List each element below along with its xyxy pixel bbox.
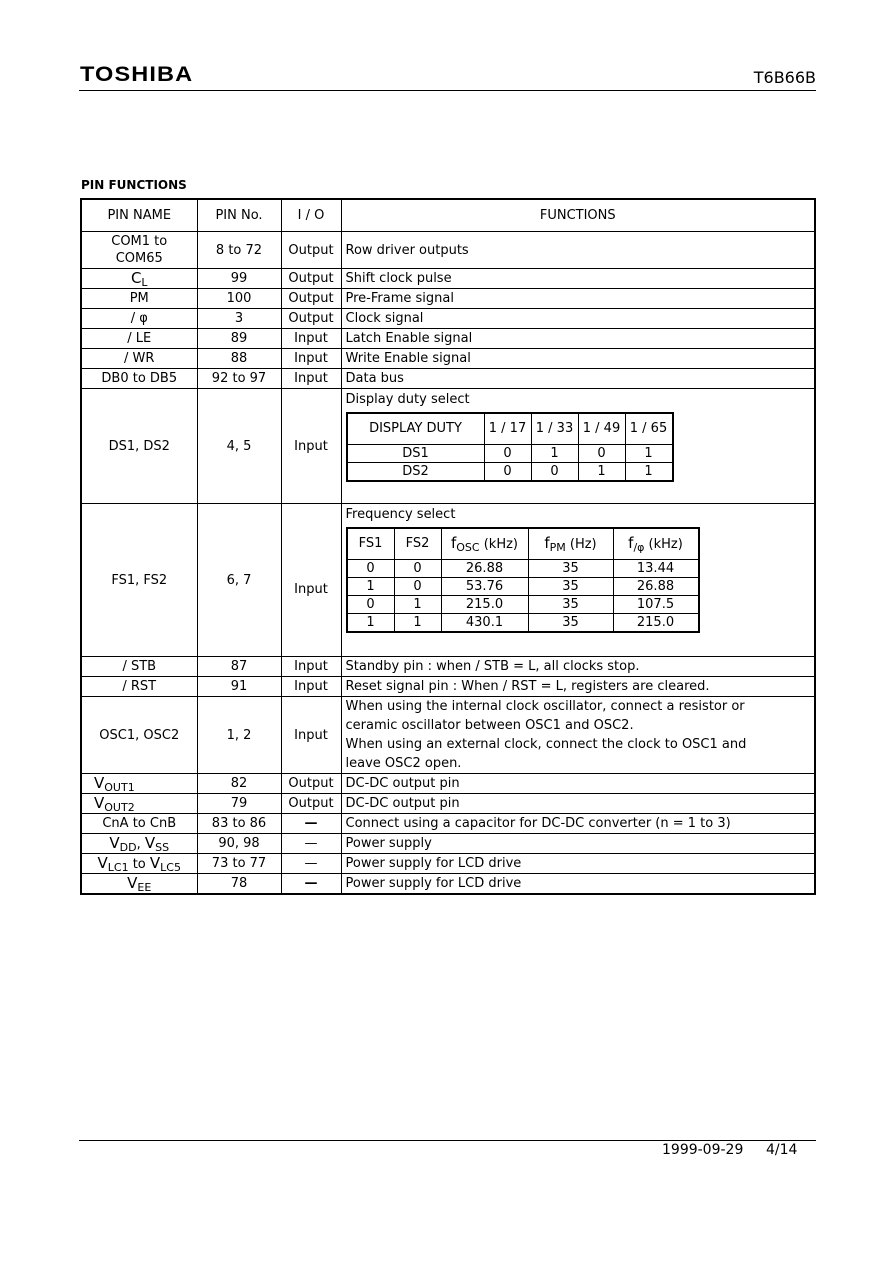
table-row [81, 309, 815, 329]
table-row [81, 269, 815, 289]
pin-io: Input [281, 657, 341, 677]
frequency-select-table: FS1 FS2 $f_{OSC}$ (kHz) $f_{PM}$ (Hz) $f_{/\varphi}$ (kHz) 0 0 26.88 35 13.44 1 0 53.76 35 26.88 0 1 215.0 35 107.5 1 1 430.1 35 215.0 [346, 527, 700, 633]
pin-io: Output [281, 794, 341, 814]
frequency-select-label: Frequency select [345, 507, 456, 522]
pin-number: 91 [197, 677, 281, 697]
table-row [81, 834, 815, 854]
pin-number: 87 [197, 657, 281, 677]
pin-io: Input [281, 389, 341, 504]
pin-io: — [281, 834, 341, 854]
pin-functions-table [80, 198, 816, 895]
pin-name: / LE [81, 329, 197, 349]
col-header-pin-no: PIN No. [197, 199, 281, 232]
toshiba-logo: TOSHIBA [80, 63, 194, 86]
pin-number: 6, 7 [197, 504, 281, 657]
pin-function [341, 389, 815, 504]
pin-function: Row driver outputs [341, 232, 815, 269]
pin-number: 89 [197, 329, 281, 349]
display-duty-table: DISPLAY DUTY 1 / 17 1 / 33 1 / 49 1 / 65 DS1 0 1 0 1 DS2 0 0 1 1 [346, 412, 674, 482]
col-header-functions: FUNCTIONS [341, 199, 815, 232]
pin-name: $C_L$ [81, 269, 197, 289]
pin-io: Output [281, 309, 341, 329]
pin-function: Clock signal [341, 309, 815, 329]
table-row [81, 657, 815, 677]
pin-name: CnA to CnB [81, 814, 197, 834]
pin-io: — [281, 874, 341, 895]
pin-function: Standby pin : when / STB = L, all clocks stop. [341, 657, 815, 677]
pin-function [341, 504, 815, 657]
pin-function: DC-DC output pin [341, 794, 815, 814]
table-row [81, 677, 815, 697]
pin-number: 100 [197, 289, 281, 309]
pin-name: / STB [81, 657, 197, 677]
table-row [81, 874, 815, 895]
pin-name: $V_{OUT2}$ [81, 794, 197, 814]
pin-name: $V_{DD}$, $V_{SS}$ [81, 834, 197, 854]
pin-io: Output [281, 232, 341, 269]
table-row [81, 794, 815, 814]
pin-function: Latch Enable signal [341, 329, 815, 349]
pin-io: — [281, 814, 341, 834]
pin-name: $V_{EE}$ [81, 874, 197, 895]
pin-io: Output [281, 289, 341, 309]
pin-name: $V_{OUT1}$ [81, 774, 197, 794]
display-duty-label: Display duty select [345, 392, 470, 407]
table-row [81, 329, 815, 349]
pin-function: Shift clock pulse [341, 269, 815, 289]
pin-function: Power supply for LCD drive [341, 874, 815, 895]
pin-name: FS1, FS2 [81, 504, 197, 657]
pin-number: 90, 98 [197, 834, 281, 854]
footer-page-number: 4/14 [766, 1142, 798, 1158]
pin-number: 4, 5 [197, 389, 281, 504]
pin-function: DC-DC output pin [341, 774, 815, 794]
pin-function: Write Enable signal [341, 349, 815, 369]
pin-io: Output [281, 774, 341, 794]
pin-name: / RST [81, 677, 197, 697]
pin-function: Power supply [341, 834, 815, 854]
pin-io: Input [281, 504, 341, 657]
table-row [81, 854, 815, 874]
footer-divider [79, 1140, 816, 1141]
pin-name: DB0 to DB5 [81, 369, 197, 389]
pin-number: 88 [197, 349, 281, 369]
pin-function: When using the internal clock oscillator, connect a resistor or ceramic oscillator between OSC1 and OSC2. When using an external clock, connect the clock to OSC1 and leave OSC2 open. [341, 697, 815, 774]
pin-number: 82 [197, 774, 281, 794]
pin-io: Input [281, 697, 341, 774]
table-row [81, 232, 815, 269]
table-header-row [81, 199, 815, 232]
pin-name: OSC1, OSC2 [81, 697, 197, 774]
table-row [81, 504, 815, 657]
pin-io: Input [281, 369, 341, 389]
table-row [81, 814, 815, 834]
pin-number: 79 [197, 794, 281, 814]
pin-number: 73 to 77 [197, 854, 281, 874]
pin-name: / φ [81, 309, 197, 329]
pin-name: $V_{LC1}$ to $V_{LC5}$ [81, 854, 197, 874]
pin-function: Reset signal pin : When / RST = L, registers are cleared. [341, 677, 815, 697]
table-row [81, 774, 815, 794]
table-row [81, 697, 815, 774]
pin-io: Input [281, 349, 341, 369]
pin-io: Input [281, 677, 341, 697]
pin-function: Pre-Frame signal [341, 289, 815, 309]
pin-io: — [281, 854, 341, 874]
pin-function: Data bus [341, 369, 815, 389]
header-divider [79, 90, 816, 91]
table-row [81, 369, 815, 389]
table-row [81, 289, 815, 309]
pin-name: / WR [81, 349, 197, 369]
footer-date: 1999-09-29 [662, 1142, 744, 1158]
pin-number: 99 [197, 269, 281, 289]
table-row [81, 349, 815, 369]
pin-function: Connect using a capacitor for DC-DC converter (n = 1 to 3) [341, 814, 815, 834]
table-row [81, 389, 815, 504]
section-title: PIN FUNCTIONS [81, 178, 187, 192]
col-header-io: I / O [281, 199, 341, 232]
pin-io: Output [281, 269, 341, 289]
pin-name: PM [81, 289, 197, 309]
part-number: T6B66B [753, 68, 816, 87]
pin-io: Input [281, 329, 341, 349]
pin-number: 1, 2 [197, 697, 281, 774]
col-header-pin-name: PIN NAME [81, 199, 197, 232]
pin-name: COM1 to COM65 [81, 232, 197, 269]
pin-number: 78 [197, 874, 281, 895]
pin-function: Power supply for LCD drive [341, 854, 815, 874]
pin-number: 8 to 72 [197, 232, 281, 269]
pin-number: 83 to 86 [197, 814, 281, 834]
pin-name: DS1, DS2 [81, 389, 197, 504]
pin-number: 3 [197, 309, 281, 329]
pin-number: 92 to 97 [197, 369, 281, 389]
